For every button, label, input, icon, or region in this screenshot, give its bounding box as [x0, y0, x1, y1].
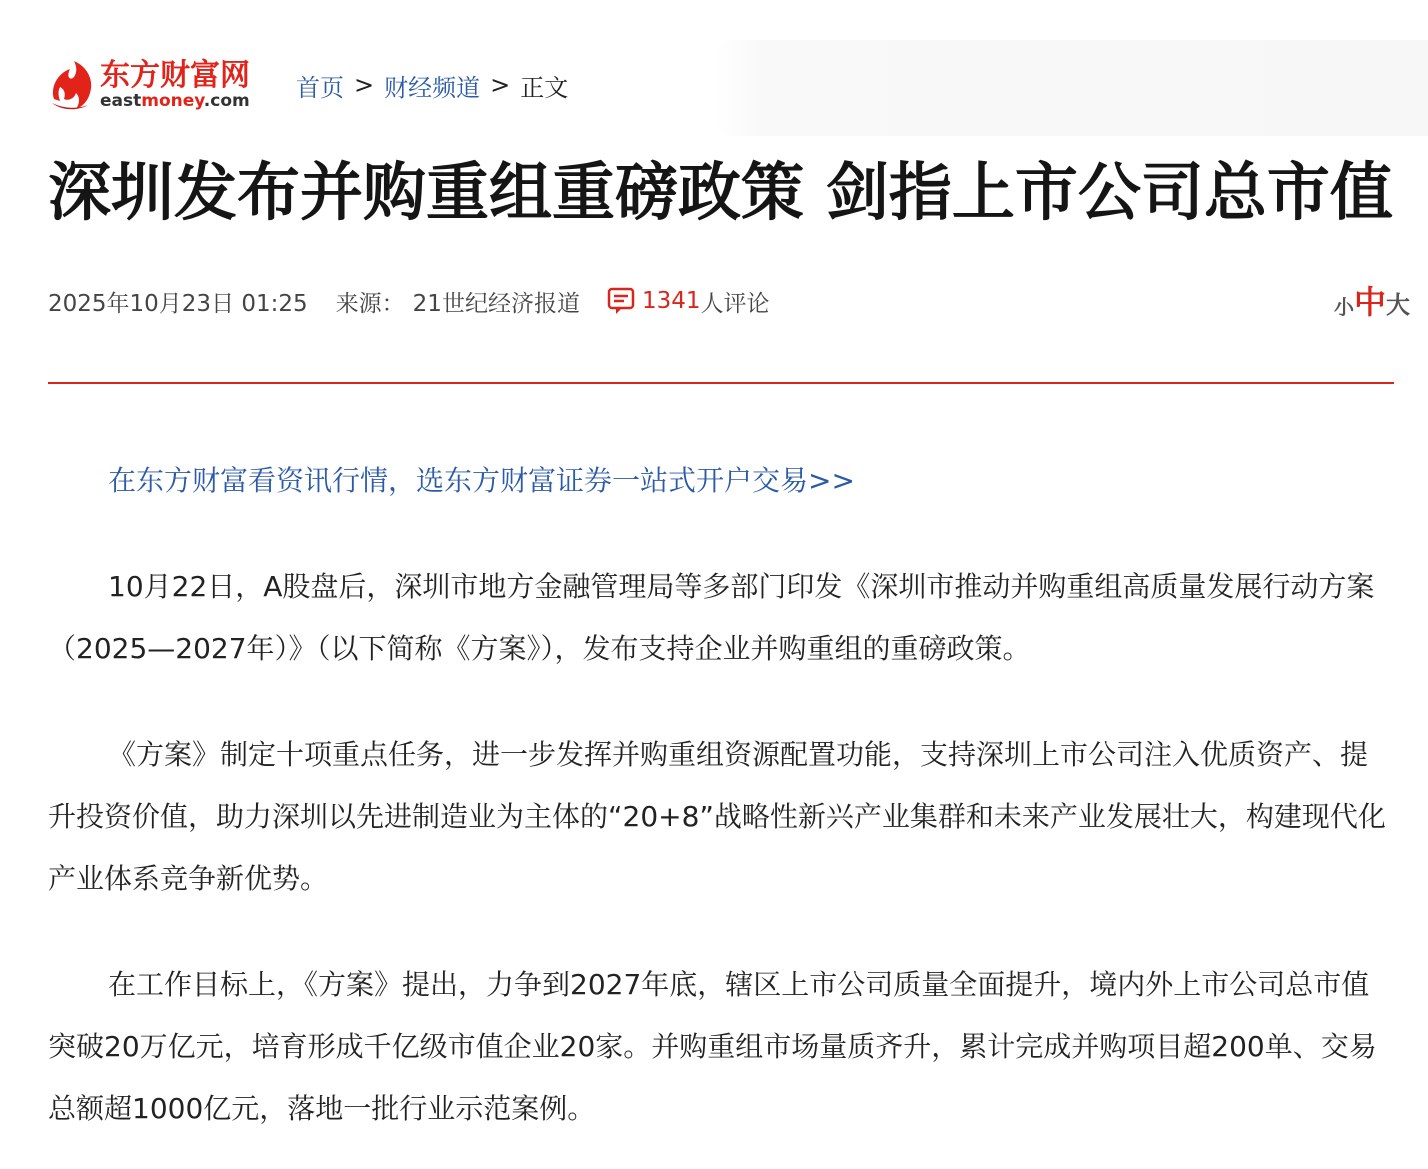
font-size-small-button[interactable]: 小: [1334, 295, 1354, 319]
breadcrumb-home-link[interactable]: 首页: [296, 73, 344, 102]
comment-bubble-icon: [606, 286, 636, 316]
logo-chinese-name: 东方财富网: [100, 57, 250, 93]
publish-datetime: 2025年10月23日 01:25: [48, 290, 308, 317]
breadcrumb-current: 正文: [520, 73, 569, 102]
comment-count: 1341: [641, 288, 701, 314]
breadcrumb-separator: >: [490, 71, 511, 99]
breadcrumb-separator: >: [354, 71, 375, 99]
article-paragraph: 《方案》制定十项重点任务，进一步发挥并购重组资源配置功能，支持深圳上市公司注入优质资产、提升投资价值，助力深圳以先进制造业为主体的“20+8”战略性新兴产业集群和未来产业发展壮大，构建现代化产业体系竞争新优势。: [48, 738, 1386, 895]
font-size-large-button[interactable]: 大: [1386, 291, 1411, 319]
article-title: 深圳发布并购重组重磅政策 剑指上市公司总市值: [48, 156, 1393, 229]
open-account-promo-link[interactable]: 在东方财富看资讯行情，选东方财富证券一站式开户交易>>: [108, 464, 855, 497]
logo-domain: eastmoney.com: [100, 90, 250, 111]
breadcrumb-channel-link[interactable]: 财经频道: [384, 73, 481, 102]
article-paragraph: 10月22日，A股盘后，深圳市地方金融管理局等多部门印发《深圳市推动并购重组高质量发展行动方案（2025—2027年）》（以下简称《方案》），发布支持企业并购重组的重磅政策。: [48, 570, 1375, 665]
eastmoney-flame-logo-icon: [48, 59, 96, 111]
comment-suffix: 人评论: [700, 290, 770, 317]
breadcrumb: [296, 68, 568, 103]
article-meta: [48, 280, 770, 322]
font-size-medium-button[interactable]: 中: [1354, 283, 1387, 321]
top-bar: [48, 55, 568, 115]
source-name: 21世纪经济报道: [412, 290, 580, 317]
faded-search-area: [716, 40, 1428, 136]
title-divider: [48, 382, 1394, 384]
article-paragraph: 在工作目标上，《方案》提出，力争到2027年底，辖区上市公司质量全面提升，境内外上市公司总市值突破20万亿元，培育形成千亿级市值企业20家。并购重组市场量质齐升，累计完成并购项目超200单、交易总额超1000亿元，落地一批行业示范案例。: [48, 968, 1377, 1125]
site-logo[interactable]: [48, 57, 260, 113]
comments-link[interactable]: [606, 285, 770, 318]
source-label: 来源：: [335, 290, 405, 317]
logo-wordmark: [100, 57, 250, 111]
article-body: [48, 450, 1394, 1140]
font-size-switcher: [1334, 276, 1410, 320]
